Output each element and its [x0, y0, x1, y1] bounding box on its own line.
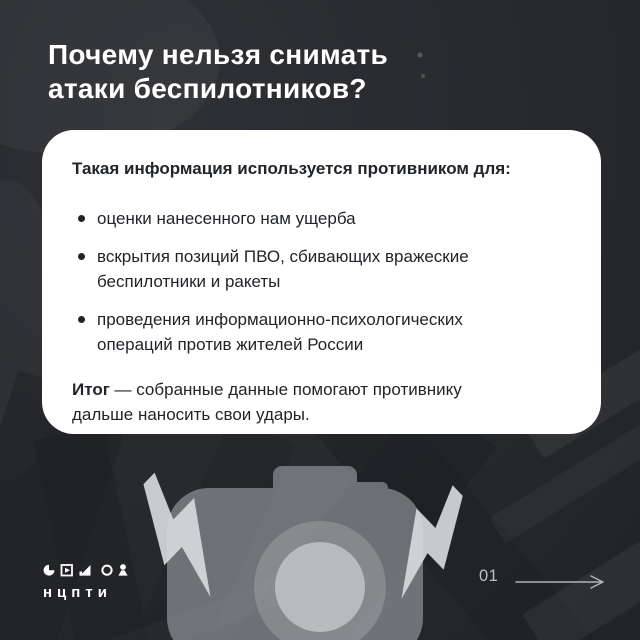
- bullet-text: вскрытия позиций ПВО, сбивающих вражеские беспилотники и ракеты: [97, 247, 469, 291]
- page-title: [48, 38, 388, 106]
- camera-lens-inner-icon: [275, 542, 365, 632]
- logo-text: нцпти: [43, 584, 112, 601]
- bullet-item: [72, 307, 497, 357]
- page-number: 01: [479, 567, 499, 585]
- title-line-2: атаки беспилотников?: [48, 73, 367, 104]
- card-intro: Такая информация используется противником для:: [72, 159, 511, 178]
- bullet-item: [72, 206, 497, 231]
- bullet-item: [72, 244, 497, 294]
- bullet-dot-icon: [78, 253, 85, 260]
- bullet-dot-icon: [78, 316, 85, 323]
- ncpti-logo: [43, 564, 139, 600]
- bullet-dot-icon: [78, 215, 85, 222]
- bullet-list: [72, 206, 571, 357]
- info-card: [42, 130, 601, 434]
- logo-glyphs-icon: [43, 564, 131, 577]
- card-summary: [72, 377, 482, 427]
- camera-illustration: [0, 440, 640, 640]
- bullet-text: проведения информационно-психологических операций против жителей России: [97, 310, 463, 354]
- title-line-1: Почему нельзя снимать: [48, 39, 389, 70]
- next-arrow-icon: [515, 574, 607, 590]
- summary-lead: Итог: [72, 380, 110, 399]
- bullet-text: оценки нанесенного нам ущерба: [97, 209, 356, 228]
- summary-text: — собранные данные помогают противнику дальше наносить свои удары.: [72, 380, 462, 424]
